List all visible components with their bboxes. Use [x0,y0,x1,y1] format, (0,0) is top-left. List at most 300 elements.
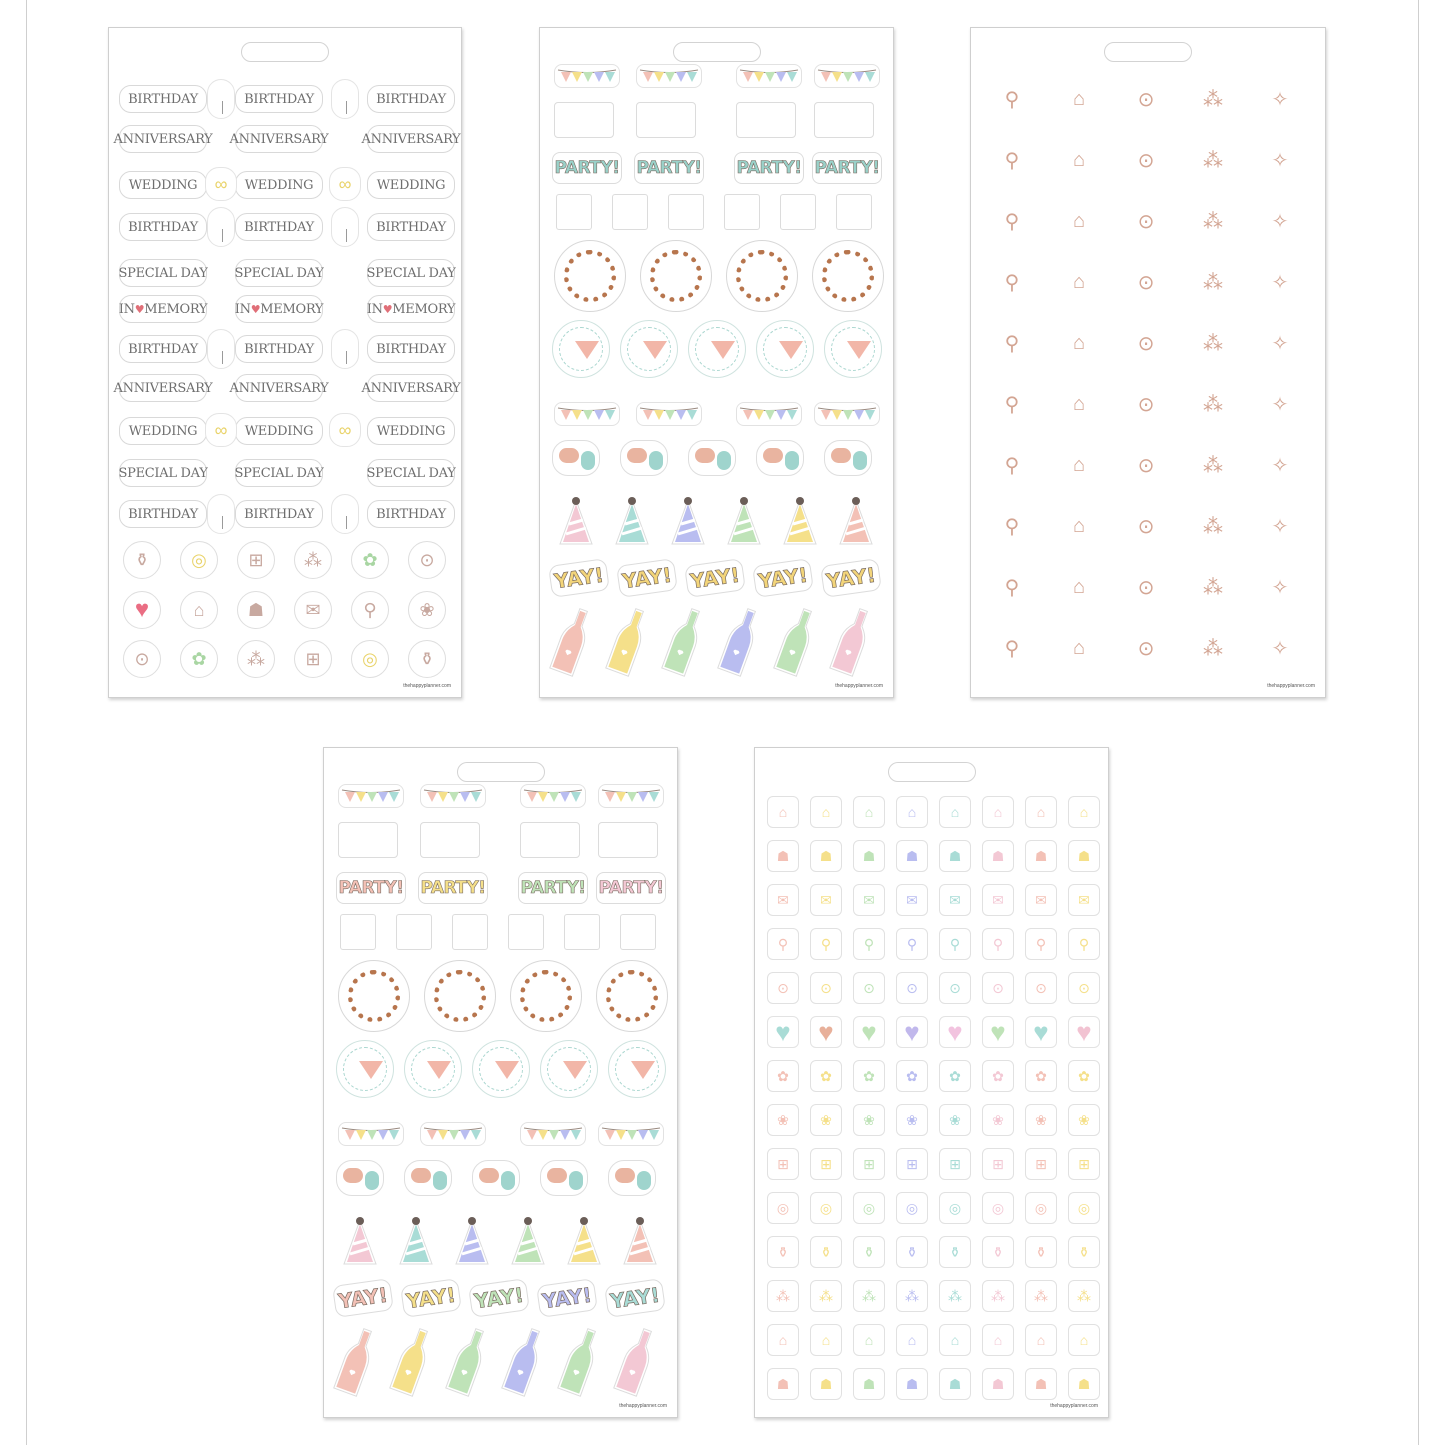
champagne-bottle-icon [550,604,594,680]
balloon-icon [207,207,235,247]
stroller-icon: ⊙ [1119,255,1173,309]
gift-icon: ⊞ [294,640,332,678]
balloons-icon: ⚲ [1068,928,1100,960]
party-hat-icon [394,1214,438,1270]
heart-icon: ♥ [1068,1016,1100,1048]
cupcake-icon: ☗ [982,1368,1014,1400]
gift-box-wide [814,102,874,138]
word-sticker: BIRTHDAY [367,213,455,241]
confetti-icon: ⁂ [853,1280,885,1312]
stroller-icon: ⊙ [1119,499,1173,553]
party-hat-icon [338,1214,382,1270]
party-hat-icon [554,494,598,550]
word-sticker: SPECIAL DAY [367,259,455,287]
cake-icon: ⌂ [853,1324,885,1356]
word-sticker: WEDDING [119,417,207,445]
yay-word: YAY! [468,1278,530,1318]
toast-icon: ⚱ [1025,1236,1057,1268]
gift-box-small [564,914,600,950]
gift-box-small [620,914,656,950]
rings-icon: ◎ [939,1192,971,1224]
heart-icon: ♥ [982,1016,1014,1048]
word-sticker [367,295,455,323]
cake-slice-plate [688,320,746,378]
sticker-sheet-words [108,27,462,698]
confetti-icon: ⁂ [1186,72,1240,126]
heart-icon: ♥ [1025,1016,1057,1048]
word-sticker: BIRTHDAY [235,500,323,528]
yay-word: YAY! [616,558,678,598]
sparkle-icon: ✧ [1253,255,1307,309]
stroller-icon: ⊙ [1025,972,1057,1004]
word-sticker [235,295,323,323]
envelope-icon: ✉ [896,884,928,916]
gift-icon: ⊞ [982,1148,1014,1180]
word-prefix: IN [234,301,251,317]
hang-hole [888,762,976,782]
word-prefix: IN [366,301,383,317]
balloons-icon: ⚲ [896,928,928,960]
cupcake-icon: ☗ [1025,840,1057,872]
stroller-icon: ⊙ [1119,133,1173,187]
toast-icon: ⚱ [408,640,446,678]
party-word: PARTY! [552,152,622,184]
stroller-icon: ⊙ [1119,621,1173,675]
toast-icon: ⚱ [767,1236,799,1268]
cake-icon: ⌂ [939,1324,971,1356]
heart-icon: ♥ [853,1016,885,1048]
confetti-icon: ⁂ [1186,194,1240,248]
rings-icon: ◎ [896,1192,928,1224]
cake-icon: ⌂ [1052,438,1106,492]
macaron-icon [552,440,600,476]
site-label: thehappyplanner.com [1050,1403,1098,1409]
party-word: PARTY! [634,152,704,184]
flower-icon: ✿ [767,1060,799,1092]
pennant-banner [554,402,620,426]
cake-slice-plate [824,320,882,378]
toast-icon: ⚱ [810,1236,842,1268]
cupcake-icon: ☗ [767,840,799,872]
cake-icon: ⌂ [1025,796,1057,828]
word-sticker: ANNIVERSARY [119,374,207,402]
gift-icon: ⊞ [1025,1148,1057,1180]
rings-icon: ∞ [205,413,237,447]
balloons-icon: ⚲ [985,133,1039,187]
site-label: thehappyplanner.com [619,1403,667,1409]
bouquet-icon: ❀ [853,1104,885,1136]
sparkle-icon: ✧ [1253,438,1307,492]
gift-box-small [780,194,816,230]
word-sticker: SPECIAL DAY [367,459,455,487]
gift-box-wide [520,822,580,858]
word-sticker: SPECIAL DAY [235,459,323,487]
balloons-icon: ⚲ [985,316,1039,370]
cake-icon: ⌂ [1025,1324,1057,1356]
toast-icon: ⚱ [1068,1236,1100,1268]
cupcake-icon: ☗ [982,840,1014,872]
cake-slice-plate [608,1040,666,1098]
cupcake-icon: ☗ [939,840,971,872]
sparkle-icon: ✧ [1253,560,1307,614]
party-word: PARTY! [812,152,882,184]
cake-top-icon [338,960,410,1032]
envelope-icon: ✉ [939,884,971,916]
envelope-icon: ✉ [1068,884,1100,916]
stroller-icon: ⊙ [1119,560,1173,614]
cake-icon: ⌂ [1052,560,1106,614]
yay-word: YAY! [684,558,746,598]
word-sticker: BIRTHDAY [367,85,455,113]
confetti-icon: ⁂ [1186,560,1240,614]
word-sticker: BIRTHDAY [235,213,323,241]
cake-icon: ⌂ [939,796,971,828]
flower-icon: ✿ [180,640,218,678]
balloons-icon: ⚲ [985,621,1039,675]
pennant-banner [420,1122,486,1146]
balloons-icon: ⚲ [767,928,799,960]
gift-icon: ⊞ [767,1148,799,1180]
gift-box-wide [598,822,658,858]
cupcake-icon: ☗ [853,840,885,872]
cake-top-icon [510,960,582,1032]
cake-icon: ⌂ [982,1324,1014,1356]
word-sticker: ANNIVERSARY [367,125,455,153]
gift-box-small [452,914,488,950]
word-suffix: MEMORY [260,301,324,317]
party-word: PARTY! [418,872,488,904]
word-sticker: ANNIVERSARY [119,125,207,153]
party-hat-icon [834,494,878,550]
pennant-banner [814,402,880,426]
cake-icon: ⌂ [896,1324,928,1356]
party-word: PARTY! [336,872,406,904]
confetti-icon: ⁂ [767,1280,799,1312]
champagne-bottle-icon [614,1324,658,1400]
confetti-icon: ⁂ [939,1280,971,1312]
heart-icon: ♥ [896,1016,928,1048]
cake-slice-plate [620,320,678,378]
pennant-banner [338,1122,404,1146]
confetti-icon: ⁂ [982,1280,1014,1312]
gift-icon: ⊞ [939,1148,971,1180]
champagne-bottle-icon [558,1324,602,1400]
balloons-icon: ⚲ [985,499,1039,553]
gift-icon: ⊞ [896,1148,928,1180]
rings-icon: ◎ [810,1192,842,1224]
gift-box-small [396,914,432,950]
cake-top-icon [424,960,496,1032]
rings-icon: ◎ [767,1192,799,1224]
party-hat-icon [610,494,654,550]
balloon-icon [207,494,235,534]
cupcake-icon: ☗ [896,1368,928,1400]
cake-icon: ⌂ [810,796,842,828]
balloon-icon [207,79,235,119]
confetti-icon: ⁂ [294,541,332,579]
envelope-icon: ✉ [982,884,1014,916]
champagne-bottle-icon [718,604,762,680]
cupcake-icon: ☗ [810,1368,842,1400]
balloons-icon: ⚲ [985,560,1039,614]
rings-icon: ◎ [351,640,389,678]
flower-icon: ✿ [896,1060,928,1092]
word-sticker: BIRTHDAY [235,335,323,363]
sparkle-icon: ✧ [1253,621,1307,675]
site-label: thehappyplanner.com [835,683,883,689]
cake-top-icon [554,240,626,312]
gift-box-wide [420,822,480,858]
word-suffix: MEMORY [144,301,208,317]
confetti-icon: ⁂ [1186,133,1240,187]
word-sticker: BIRTHDAY [119,335,207,363]
word-sticker: BIRTHDAY [235,85,323,113]
bouquet-icon: ❀ [982,1104,1014,1136]
cake-icon: ⌂ [896,796,928,828]
flower-icon: ✿ [351,541,389,579]
cake-icon: ⌂ [767,796,799,828]
cupcake-icon: ☗ [767,1368,799,1400]
pennant-banner [814,64,880,88]
gift-box-small [668,194,704,230]
rings-icon: ◎ [853,1192,885,1224]
rings-icon: ◎ [1068,1192,1100,1224]
balloons-icon: ⚲ [351,591,389,629]
cake-top-icon [596,960,668,1032]
stroller-icon: ⊙ [896,972,928,1004]
sticker-sheet-party-foil [323,747,678,1418]
cake-icon: ⌂ [853,796,885,828]
word-sticker: SPECIAL DAY [119,259,207,287]
stroller-icon: ⊙ [1119,72,1173,126]
pennant-banner [554,64,620,88]
cake-top-icon [812,240,884,312]
pennant-banner [520,1122,586,1146]
word-sticker: BIRTHDAY [367,335,455,363]
flower-icon: ✿ [810,1060,842,1092]
heart-icon: ♥ [250,302,261,316]
heart-icon: ♥ [767,1016,799,1048]
cake-icon: ⌂ [1052,377,1106,431]
bouquet-icon: ❀ [1068,1104,1100,1136]
confetti-icon: ⁂ [237,640,275,678]
sparkle-icon: ✧ [1253,316,1307,370]
word-suffix: MEMORY [392,301,456,317]
pennant-banner [636,402,702,426]
cake-icon: ⌂ [810,1324,842,1356]
macaron-icon [756,440,804,476]
word-sticker: BIRTHDAY [119,500,207,528]
sticker-sheet-party [539,27,894,698]
cake-top-icon [726,240,798,312]
champagne-bottle-icon [774,604,818,680]
balloons-icon: ⚲ [985,377,1039,431]
word-sticker: WEDDING [119,171,207,199]
gift-icon: ⊞ [237,541,275,579]
balloons-icon: ⚲ [985,438,1039,492]
champagne-bottle-icon [662,604,706,680]
flower-icon: ✿ [1025,1060,1057,1092]
bouquet-icon: ❀ [896,1104,928,1136]
cake-icon: ⌂ [1068,796,1100,828]
rings-icon: ◎ [180,541,218,579]
flower-icon: ✿ [982,1060,1014,1092]
rings-icon: ∞ [205,167,237,201]
pennant-banner [736,64,802,88]
balloons-icon: ⚲ [810,928,842,960]
cake-icon: ⌂ [1068,1324,1100,1356]
macaron-icon [620,440,668,476]
champagne-bottle-icon [830,604,874,680]
word-sticker: BIRTHDAY [119,213,207,241]
stroller-icon: ⊙ [1119,194,1173,248]
gift-box-small [836,194,872,230]
hang-hole [457,762,545,782]
heart-icon: ♥ [939,1016,971,1048]
cake-slice-plate [540,1040,598,1098]
cake-icon: ⌂ [1052,194,1106,248]
macaron-icon [824,440,872,476]
confetti-icon: ⁂ [896,1280,928,1312]
party-hat-icon [666,494,710,550]
cupcake-icon: ☗ [853,1368,885,1400]
confetti-icon: ⁂ [1186,438,1240,492]
sticker-sheet-seals [970,27,1326,698]
macaron-icon [336,1160,384,1196]
word-sticker: BIRTHDAY [119,85,207,113]
pennant-banner [338,784,404,808]
cake-icon: ⌂ [1052,255,1106,309]
envelope-icon: ✉ [853,884,885,916]
party-hat-icon [722,494,766,550]
site-label: thehappyplanner.com [1267,683,1315,689]
macaron-icon [688,440,736,476]
word-sticker: BIRTHDAY [367,500,455,528]
gift-box-small [724,194,760,230]
cake-slice-plate [404,1040,462,1098]
hang-hole [241,42,329,62]
stroller-icon: ⊙ [408,541,446,579]
cupcake-icon: ☗ [939,1368,971,1400]
cake-icon: ⌂ [767,1324,799,1356]
cupcake-icon: ☗ [1068,840,1100,872]
gift-icon: ⊞ [810,1148,842,1180]
gift-icon: ⊞ [1068,1148,1100,1180]
toast-icon: ⚱ [939,1236,971,1268]
party-word: PARTY! [518,872,588,904]
word-sticker: SPECIAL DAY [119,459,207,487]
gift-box-wide [338,822,398,858]
word-sticker: ANNIVERSARY [235,374,323,402]
balloons-icon: ⚲ [853,928,885,960]
sparkle-icon: ✧ [1253,499,1307,553]
left-frame-line [26,0,27,1445]
cupcake-icon: ☗ [237,591,275,629]
champagne-bottle-icon [390,1324,434,1400]
word-sticker: WEDDING [235,417,323,445]
cupcake-icon: ☗ [896,840,928,872]
rings-icon: ◎ [982,1192,1014,1224]
confetti-icon: ⁂ [1186,621,1240,675]
pennant-banner [598,1122,664,1146]
yay-word: YAY! [752,558,814,598]
champagne-bottle-icon [606,604,650,680]
sparkle-icon: ✧ [1253,194,1307,248]
party-hat-icon [506,1214,550,1270]
cake-icon: ⌂ [1052,621,1106,675]
word-sticker: WEDDING [367,171,455,199]
envelope-icon: ✉ [1025,884,1057,916]
cupcake-icon: ☗ [1025,1368,1057,1400]
flower-icon: ✿ [939,1060,971,1092]
gift-box-small [612,194,648,230]
bouquet-icon: ❀ [408,591,446,629]
gift-icon: ⊞ [853,1148,885,1180]
word-sticker [119,295,207,323]
pennant-banner [520,784,586,808]
cake-icon: ⌂ [982,796,1014,828]
cake-icon: ⌂ [1052,133,1106,187]
stroller-icon: ⊙ [1119,377,1173,431]
envelope-icon: ✉ [294,591,332,629]
cake-slice-plate [756,320,814,378]
yay-word: YAY! [820,558,882,598]
stroller-icon: ⊙ [1119,438,1173,492]
word-sticker: SPECIAL DAY [235,259,323,287]
cake-slice-plate [336,1040,394,1098]
balloons-icon: ⚲ [982,928,1014,960]
hang-hole [1104,42,1192,62]
heart-icon: ♥ [382,302,393,316]
cupcake-icon: ☗ [810,840,842,872]
envelope-icon: ✉ [810,884,842,916]
cupcake-icon: ☗ [1068,1368,1100,1400]
pennant-banner [420,784,486,808]
word-sticker: ANNIVERSARY [367,374,455,402]
yay-word: YAY! [536,1278,598,1318]
word-sticker: ANNIVERSARY [235,125,323,153]
confetti-icon: ⁂ [1186,255,1240,309]
gift-box-wide [636,102,696,138]
stroller-icon: ⊙ [1068,972,1100,1004]
yay-word: YAY! [400,1278,462,1318]
cake-slice-plate [552,320,610,378]
macaron-icon [404,1160,452,1196]
heart-icon: ♥ [123,591,161,629]
gift-box-small [556,194,592,230]
right-frame-line [1418,0,1419,1445]
macaron-icon [472,1160,520,1196]
cake-icon: ⌂ [180,591,218,629]
macaron-icon [540,1160,588,1196]
party-word: PARTY! [734,152,804,184]
rings-icon: ∞ [329,167,361,201]
balloon-icon [331,79,359,119]
toast-icon: ⚱ [896,1236,928,1268]
balloons-icon: ⚲ [985,194,1039,248]
confetti-icon: ⁂ [810,1280,842,1312]
yay-word: YAY! [548,558,610,598]
champagne-bottle-icon [334,1324,378,1400]
confetti-icon: ⁂ [1186,377,1240,431]
stroller-icon: ⊙ [939,972,971,1004]
stroller-icon: ⊙ [982,972,1014,1004]
stroller-icon: ⊙ [767,972,799,1004]
balloons-icon: ⚲ [985,72,1039,126]
cake-slice-plate [472,1040,530,1098]
bouquet-icon: ❀ [767,1104,799,1136]
yay-word: YAY! [604,1278,666,1318]
